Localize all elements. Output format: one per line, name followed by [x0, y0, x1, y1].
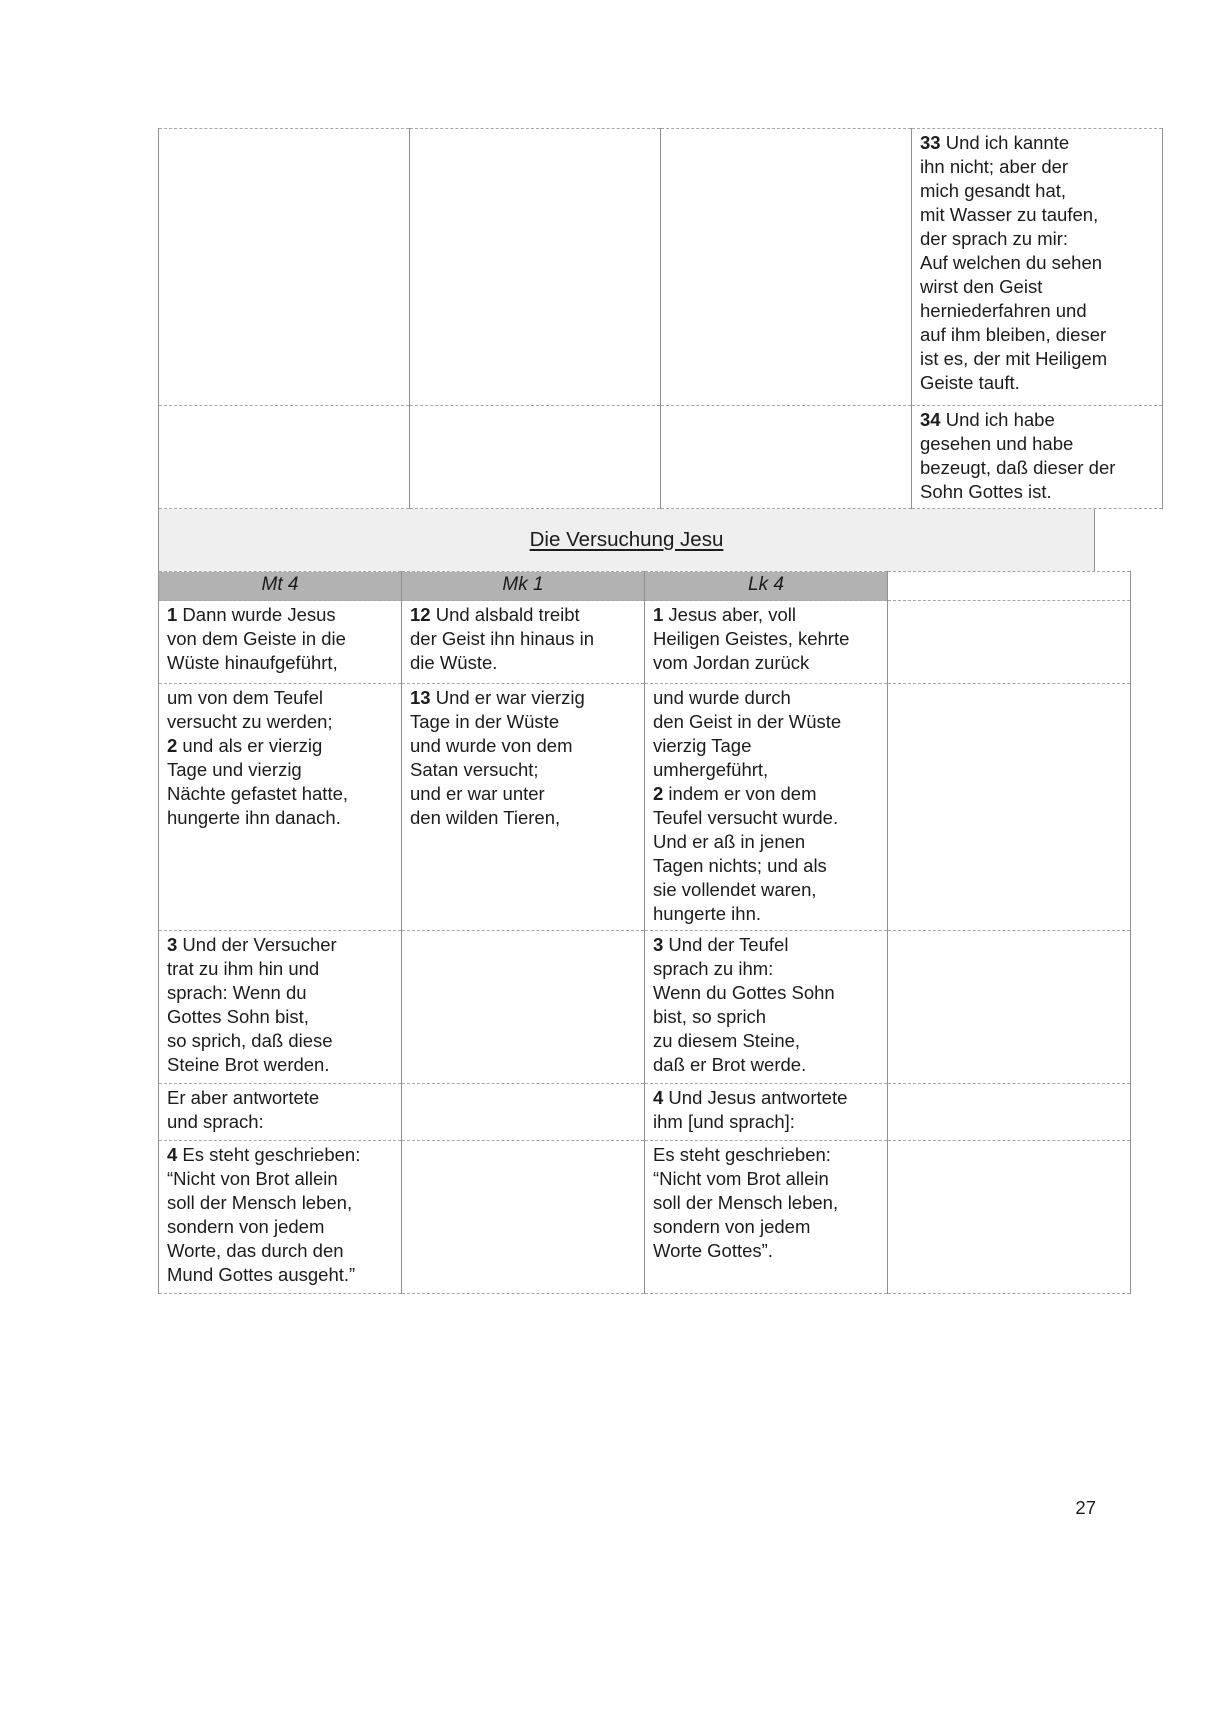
table-cell	[159, 129, 410, 406]
baptism-continuation-body	[159, 129, 1163, 509]
table-cell	[410, 406, 661, 509]
table-cell	[402, 1141, 645, 1294]
table-cell: 4 Und Jesus antwortete ihm [und sprach]:	[645, 1084, 888, 1141]
table-cell	[888, 684, 1131, 931]
table-cell	[402, 1084, 645, 1141]
table-cell	[661, 129, 912, 406]
table-cell: 13 Und er war vierzig Tage in der Wüste und wurde von dem Satan versucht; und er war unter den wilden Tieren,	[402, 684, 645, 931]
table-cell: 3 Und der Teufel sprach zu ihm: Wenn du Gottes Sohn bist, so sprich zu diesem Steine, daß er Brot werde.	[645, 931, 888, 1084]
table-cell: 1 Jesus aber, voll Heiligen Geistes, kehrte vom Jordan zurück	[645, 601, 888, 684]
baptism-continuation-table	[158, 128, 1163, 509]
temptation-header-row	[159, 572, 1131, 601]
table-cell: Es steht geschrieben: “Nicht vom Brot allein soll der Mensch leben, sondern von jedem Worte Gottes”.	[645, 1141, 888, 1294]
section-title-band	[158, 509, 1095, 571]
table-row	[159, 1141, 1131, 1294]
table-cell	[402, 931, 645, 1084]
table-cell: 1 Dann wurde Jesus von dem Geiste in die Wüste hinaufgeführt,	[159, 601, 402, 684]
table-row	[159, 1084, 1131, 1141]
table-cell	[888, 1084, 1131, 1141]
header-row	[159, 572, 1131, 601]
table-cell: und wurde durch den Geist in der Wüste vierzig Tage umhergeführt, 2 indem er von dem Teufel versucht wurde. Und er aß in jenen Tagen nichts; und als sie vollendet waren, hungerte ihn.	[645, 684, 888, 931]
table-cell	[661, 406, 912, 509]
column-header-empty	[888, 572, 1131, 601]
temptation-table	[158, 571, 1131, 1294]
table-row	[159, 684, 1131, 931]
table-cell	[888, 931, 1131, 1084]
table-cell: Er aber antwortete und sprach:	[159, 1084, 402, 1141]
column-header: Mt 4	[159, 572, 402, 601]
table-cell	[159, 406, 410, 509]
table-cell: 12 Und alsbald treibt der Geist ihn hinaus in die Wüste.	[402, 601, 645, 684]
table-cell: 34 Und ich habe gesehen und habe bezeugt, daß dieser der Sohn Gottes ist.	[912, 406, 1163, 509]
temptation-body	[159, 601, 1131, 1294]
table-cell: 33 Und ich kannte ihn nicht; aber der mich gesandt hat, mit Wasser zu taufen, der sprach zu mir: Auf welchen du sehen wirst den Geist herniederfahren und auf ihm bleiben, dieser ist es, der mit Heiligem Geiste tauft.	[912, 129, 1163, 406]
section-title: Die Versuchung Jesu	[529, 528, 724, 551]
table-row	[159, 406, 1163, 509]
table-row	[159, 129, 1163, 406]
table-cell	[888, 601, 1131, 684]
table-cell	[888, 1141, 1131, 1294]
column-header: Lk 4	[645, 572, 888, 601]
table-cell: 3 Und der Versucher trat zu ihm hin und sprach: Wenn du Gottes Sohn bist, so sprich, daß diese Steine Brot werden.	[159, 931, 402, 1084]
table-cell: 4 Es steht geschrieben: “Nicht von Brot allein soll der Mensch leben, sondern von jedem Worte, das durch den Mund Gottes ausgeht.”	[159, 1141, 402, 1294]
page-number: 27	[1075, 1497, 1096, 1518]
column-header: Mk 1	[402, 572, 645, 601]
table-cell: um von dem Teufel versucht zu werden; 2 und als er vierzig Tage und vierzig Nächte gefastet hatte, hungerte ihn danach.	[159, 684, 402, 931]
table-row	[159, 601, 1131, 684]
table-row	[159, 931, 1131, 1084]
table-cell	[410, 129, 661, 406]
